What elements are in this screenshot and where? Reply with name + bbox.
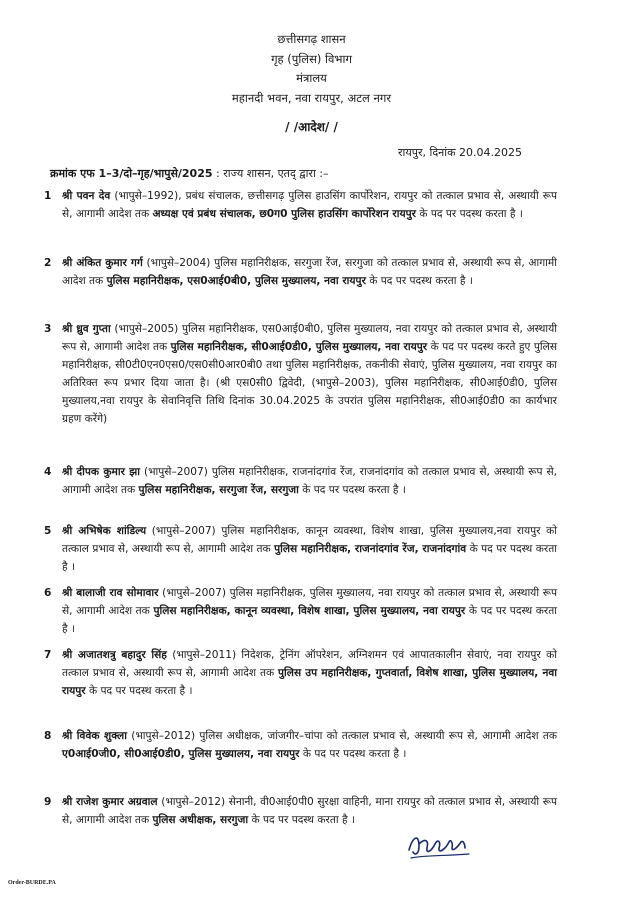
order-title: / /आदेश/ /: [285, 120, 338, 134]
item-number: 5: [44, 525, 52, 537]
item-number: 1: [44, 190, 52, 202]
new-post: पुलिस महानिरीक्षक, राजनांदगांव रेंज, राजनांदगांव: [274, 543, 467, 555]
order-item: [44, 320, 557, 428]
new-post: अध्यक्ष एवं प्रबंध संचालक, छ0ग0 पुलिस हाउसिंग कार्पोरेशन रायपुर: [152, 208, 416, 220]
officer-name: श्री बालाजी राव सोमावार: [62, 587, 159, 599]
item-body: (भापुसे–2007) पुलिस महानिरीक्षक, पुलिस मुख्यालय, नवा रायपुर को तत्काल प्रभाव से, अस्थायी रूप से, आगामी आदेश तक: [62, 587, 557, 617]
order-item: [44, 727, 558, 763]
item-tail: के पद पर पदस्थ करता है ।: [248, 814, 356, 826]
item-tail: के पद पर पदस्थ करता है ।: [365, 275, 473, 287]
header-department: गृह (पुलिस) विभाग: [271, 52, 352, 66]
order-item: [44, 522, 558, 576]
item-tail: के पद पर पदस्थ करता है ।: [85, 685, 193, 697]
new-post: पुलिस महानिरीक्षक, सरगुजा रेंज, सरगुजा: [138, 484, 299, 496]
item-tail: के पद पर पदस्थ करता है ।: [62, 543, 558, 573]
item-body: (भापुसे–2007) पुलिस महानिरीक्षक, राजनांदगांव रेंज, राजनांदगांव को तत्काल प्रभाव से, अस्थायी रूप से, आगामी आदेश तक: [62, 466, 557, 496]
new-post: ए0आई0जी0, सी0आई0डी0, पुलिस मुख्यालय, नवा रायपुर: [62, 748, 300, 760]
item-body: (भापुसे–1992), प्रबंध संचालक, छत्तीसगढ़ पुलिस हाउसिंग कार्पोरेशन, रायपुर को तत्काल प्रभाव से, अस्थायी रूप से, आगामी आदेश तक: [62, 190, 557, 220]
order-item: [44, 793, 557, 829]
officer-name: श्री दीपक कुमार झा: [62, 466, 140, 478]
item-number: 8: [44, 730, 52, 742]
new-post: पुलिस अधीक्षक, सरगुजा: [152, 814, 249, 826]
item-tail: के पद पर पदस्थ करता है ।: [299, 748, 407, 760]
officer-name: श्री राजेश कुमार अग्रवाल: [62, 796, 158, 808]
officer-name: श्री पवन देव: [62, 190, 111, 202]
header-govt: छत्तीसगढ़ शासन: [277, 32, 346, 46]
item-body: (भापुसे–2007) पुलिस महानिरीक्षक, कानून व्यवस्था, विशेष शाखा, पुलिस मुख्यालय,नवा रायपुर को तत्काल प्रभाव से, अस्थायी रूप से, आगामी आदेश तक: [62, 525, 557, 555]
officer-name: श्री ध्रुव गुप्ता: [62, 323, 111, 335]
header-ministry: मंत्रालय: [296, 71, 327, 85]
officer-name: श्री अजातशत्रु बहादुर सिंह: [62, 649, 167, 661]
order-item: [44, 254, 558, 290]
item-tail: के पद पर पदस्थ करता है ।: [62, 605, 557, 635]
order-item: [44, 463, 557, 499]
item-body: (भापुसे–2005) पुलिस महानिरीक्षक, एस0आई0बी0, पुलिस मुख्यालय, नवा रायपुर को तत्काल प्रभाव से, अस्थायी रूप से, आगामी आदेश तक: [62, 323, 557, 353]
order-item: [44, 584, 557, 638]
reference-number: क्रमांक एफ 1–3/दो–गृह/भापुसे/2025: [50, 167, 213, 180]
reference-line: [50, 166, 329, 181]
order-item: [44, 187, 557, 223]
reference-text: : राज्य शासन, एतद् द्वारा :–: [216, 167, 329, 180]
item-number: 3: [44, 323, 52, 335]
order-item: [44, 646, 557, 700]
item-body: (भापुसे–2011) निदेशक, ट्रेनिंग ऑपरेशन, अग्निशमन एवं आपातकालीन सेवाएं, नवा रायपुर को तत्काल प्रभाव से, अस्थायी रूप से, आगामी आदेश तक: [62, 649, 557, 679]
order-date: रायपुर, दिनांक 20.04.2025: [398, 146, 523, 159]
handwritten-signature: [405, 828, 475, 862]
new-post: पुलिस महानिरीक्षक, सी0आई0डी0, पुलिस मुख्यालय, नवा रायपुर: [170, 341, 428, 353]
item-tail: के पद पर पदस्थ करता है ।: [416, 208, 523, 220]
item-body: (भापुसे–2012) सेनानी, वी0आई0पी0 सुरक्षा वाहिनी, माना रायपुर को तत्काल प्रभाव से, अस्थायी रूप से, आगामी आदेश तक: [62, 796, 557, 826]
header-address: महानदी भवन, नवा रायपुर, अटल नगर: [231, 91, 392, 105]
officer-name: श्री अंकित कुमार गर्ग: [62, 257, 143, 269]
item-number: 2: [44, 257, 52, 269]
item-number: 9: [44, 796, 52, 808]
item-number: 6: [44, 587, 52, 599]
footer-reference: Order-BURDE.PA: [8, 880, 56, 886]
officer-name: श्री विवेक शुक्ला: [62, 730, 127, 742]
item-tail: के पद पर पदस्थ करता है ।: [298, 484, 406, 496]
new-post: पुलिस महानिरीक्षक, कानून व्यवस्था, विशेष शाखा, पुलिस मुख्यालय, नवा रायपुर: [153, 605, 466, 617]
item-number: 4: [44, 466, 52, 478]
item-number: 7: [44, 649, 52, 661]
item-body: (भापुसे–2012) पुलिस अधीक्षक, जांजगीर–चांपा को तत्काल प्रभाव से, अस्थायी रूप से, आगामी आदेश तक: [126, 730, 558, 742]
officer-name: श्री अभिषेक शांडिल्य: [62, 525, 147, 537]
item-tail: के पद पर पदस्थ करते हुए पुलिस महानिरीक्षक, सी0टी0एन0एस0/एस0सी0आर0बी0 तथा पुलिस महानिरीक्षक, तकनीकी सेवाएं, पुलिस मुख्यालय, नवा रायपुर का अतिरिक्त रूप प्रभार दिया जाता है। (श्री एस0सी0 द्विवेदी, (भापुसे–2003), पुलिस महानिरीक्षक, सी0आई0डी0, पुलिस मुख्यालय,नवा रायपुर के सेवानिवृत्ति तिथि दिनांक 30.04.2025 के उपरांत पुलिस महानिरीक्षक, सी0आई0डी0 का कार्यभार ग्रहण करेंगे): [62, 341, 557, 425]
item-body: (भापुसे–2004) पुलिस महानिरीक्षक, सरगुजा रेंज, सरगुजा को तत्काल प्रभाव से, अस्थायी रूप से, आगामी आदेश तक: [62, 257, 558, 287]
new-post: पुलिस उप महानिरीक्षक, गुप्तवार्ता, विशेष शाखा, पुलिस मुख्यालय, नवा रायपुर: [62, 667, 557, 697]
new-post: पुलिस महानिरीक्षक, एस0आई0बी0, पुलिस मुख्यालय, नवा रायपुर: [106, 275, 366, 287]
